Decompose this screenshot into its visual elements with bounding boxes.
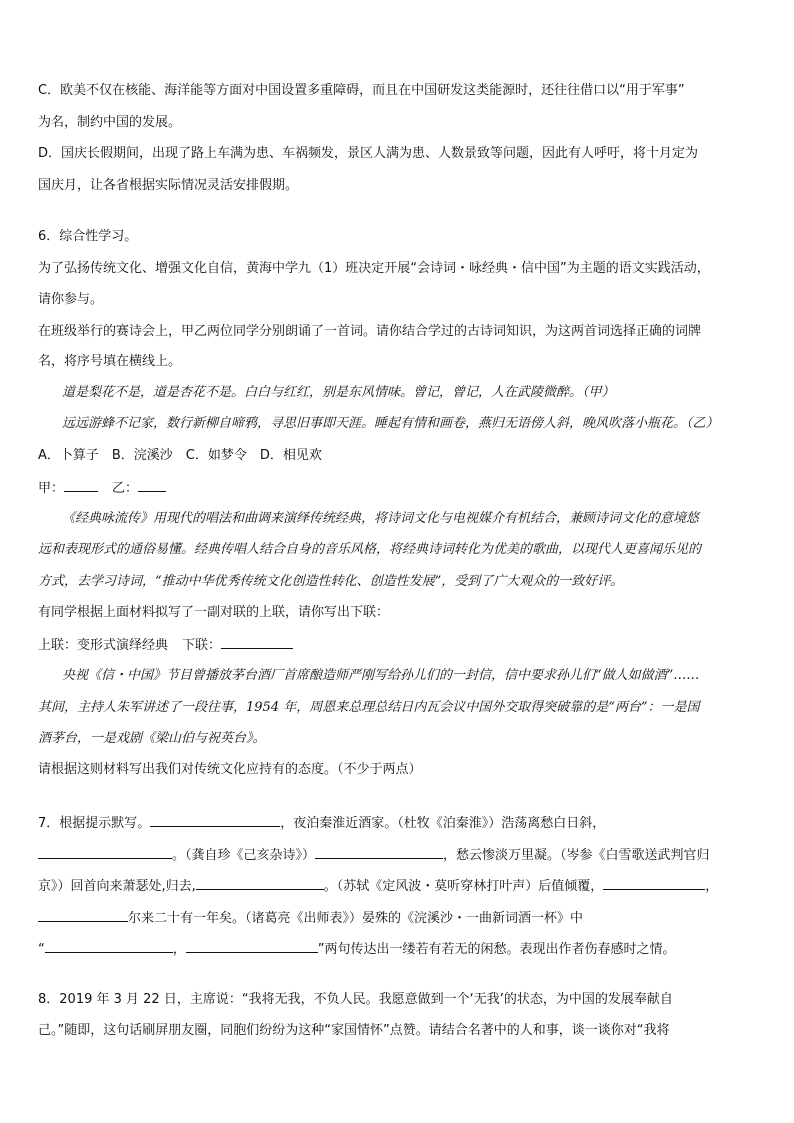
q5-option-c-line1: C．欧美不仅在核能、海洋能等方面对中国设置多重障碍，而且在中国研发这类能源时，还往往借口以“用于军事”	[38, 83, 685, 98]
q6-couplet-row	[38, 634, 293, 656]
q6-intro-line2: 请你参与。	[38, 292, 104, 307]
q6-poem-jia: 道是梨花不是，道是杏花不是。白白与红红，别是东风情味。曾记，曾记，人在武陵微醉。（甲）	[62, 385, 615, 400]
q7-blank-4[interactable]	[196, 875, 324, 890]
q6-title: 6．综合性学习。	[38, 229, 138, 244]
q7-blank-8[interactable]	[186, 938, 318, 953]
q7-blank-6[interactable]	[38, 907, 128, 922]
q7-line5-open-quote: “	[38, 942, 45, 957]
q5-option-d-line2: 国庆月，让各省根据实际情况灵活安排假期。	[38, 178, 299, 193]
q6-task3: 请根据这则材料写出我们对传统文化应持有的态度。（不少于两点）	[38, 762, 422, 777]
q6-answer-yi-label: 乙：	[112, 481, 139, 496]
q5-option-c-line2: 为名，制约中国的发展。	[38, 115, 182, 130]
q7-line5-text: ”两句传达出一缕若有若无的闲愁。表现出作者伤春感时之情。	[317, 942, 676, 957]
q6-para2-line1: 央视《信・中国》节目曾播放茅台酒厂首席酿造师严刚写给孙儿们的一封信，信中要求孙儿们“做人如做酒”……	[62, 668, 700, 683]
q6-answer-row	[38, 477, 166, 499]
q7-line3-text-a: 京》）回首向来萧瑟处,归去,	[38, 879, 196, 894]
q6-answer-jia-label: 甲：	[38, 481, 65, 496]
q7-line3	[38, 875, 718, 897]
q6-para1-line3: 方式，去学习诗词，“推动中华优秀传统文化创造性转化、创造性发展”，受到了广大观众的一致好评。	[38, 574, 624, 589]
q7-line1	[38, 812, 605, 834]
q6-intro-line1: 为了弘扬传统文化、增强文化自信，黄海中学九（1）班决定开展“会诗词・咏经典・信中国”为主题的语文实践活动，	[38, 261, 710, 276]
q7-line4-text: 尔来二十有一年矣。（诸葛亮《出师表》）晏殊的《浣溪沙・一曲新词酒一杯》中	[128, 911, 584, 926]
q7-line2-text-b: ，愁云惨淡万里凝。（岑参《白雪歌送武判官归	[443, 848, 710, 863]
q6-task1-line1: 在班级举行的赛诗会上，甲乙两位同学分别朗诵了一首词。请你结合学过的古诗词知识，为这两首词选择正确的词牌	[38, 324, 702, 339]
q7-line3-text-b: 。（苏轼《定风波・莫听穿林打叶声）后值倾覆，	[323, 879, 604, 894]
q6-para1-line2: 远和表现形式的通俗易懂。经典传唱人结合自身的音乐风格，将经典诗词转化为优美的歌曲，以现代人更喜闻乐见的	[38, 542, 702, 557]
q7-prompt: 7．根据提示默写。	[38, 816, 151, 831]
q6-couplet-lower-blank[interactable]	[221, 634, 293, 649]
q7-blank-3[interactable]	[315, 844, 443, 859]
q7-blank-1[interactable]	[150, 812, 280, 827]
q7-line5-comma: ，	[172, 942, 186, 957]
q8-line1: 8．2019 年 3 月 22 日，主席说：“我将无我，不负人民。我愿意做到一个‘无我’的状态，为中国的发展奉献自	[38, 992, 673, 1007]
q6-para1-line1: 《经典咏流传》用现代的唱法和曲调来演绎传统经典，将诗词文化与电视媒介有机结合，兼顾诗词文化的意境悠	[62, 511, 700, 526]
q6-choices: A．卜算子 B．浣溪沙 C．如梦令 D．相见欢	[38, 448, 322, 463]
q7-line2	[38, 844, 710, 866]
q6-answer-jia-blank[interactable]	[64, 477, 98, 492]
q7-line3-text-c: ，	[705, 879, 719, 894]
q6-task1-line2: 名，将序号填在横线上。	[38, 354, 182, 369]
q7-line2-text-a: 。（龚自珍《己亥杂诗》）	[172, 848, 316, 863]
q7-blank-2[interactable]	[38, 844, 172, 859]
q7-blank-5[interactable]	[603, 875, 705, 890]
q6-task2: 有同学根据上面材料拟写了一副对联的上联，请你写出下联：	[38, 605, 390, 620]
q8-line2: 己。”随即，这句话刷屏朋友圈，同胞们纷纷为这种“家国情怀”点赞。请结合名著中的人和事，谈一谈你对“我将	[38, 1023, 670, 1038]
q6-para2-line2: 其间，主持人朱军讲述了一段往事，1954 年，周恩来总理总结日内瓦会议中国外交取得突破靠的是“两台”：一是国	[38, 700, 700, 715]
q7-line5	[38, 938, 676, 960]
q5-option-d-line1: D．国庆长假期间，出现了路上车满为患、车祸频发，景区人满为患、人数景致等问题，因此有人呼吁，将十月定为	[38, 146, 699, 161]
q7-line1-text: ，夜泊秦淮近酒家。（杜牧《泊秦淮》）浩荡离愁白日斜，	[280, 816, 606, 831]
q6-couplet-lower-label: 下联：	[182, 638, 222, 653]
q6-para2-line3: 酒茅台，一是戏剧《梁山伯与祝英台》。	[38, 731, 266, 746]
q6-couplet-upper: 上联：变形式演绎经典	[38, 638, 169, 653]
q6-poem-yi: 远远游蜂不记家，数行新柳自啼鸦，寻思旧事即天涯。睡起有情和画卷，燕归无语傍人斜，晚风吹落小瓶花。（乙）	[62, 416, 719, 431]
q7-blank-7[interactable]	[45, 938, 173, 953]
q7-line4	[38, 907, 583, 929]
q6-answer-yi-blank[interactable]	[138, 477, 166, 492]
